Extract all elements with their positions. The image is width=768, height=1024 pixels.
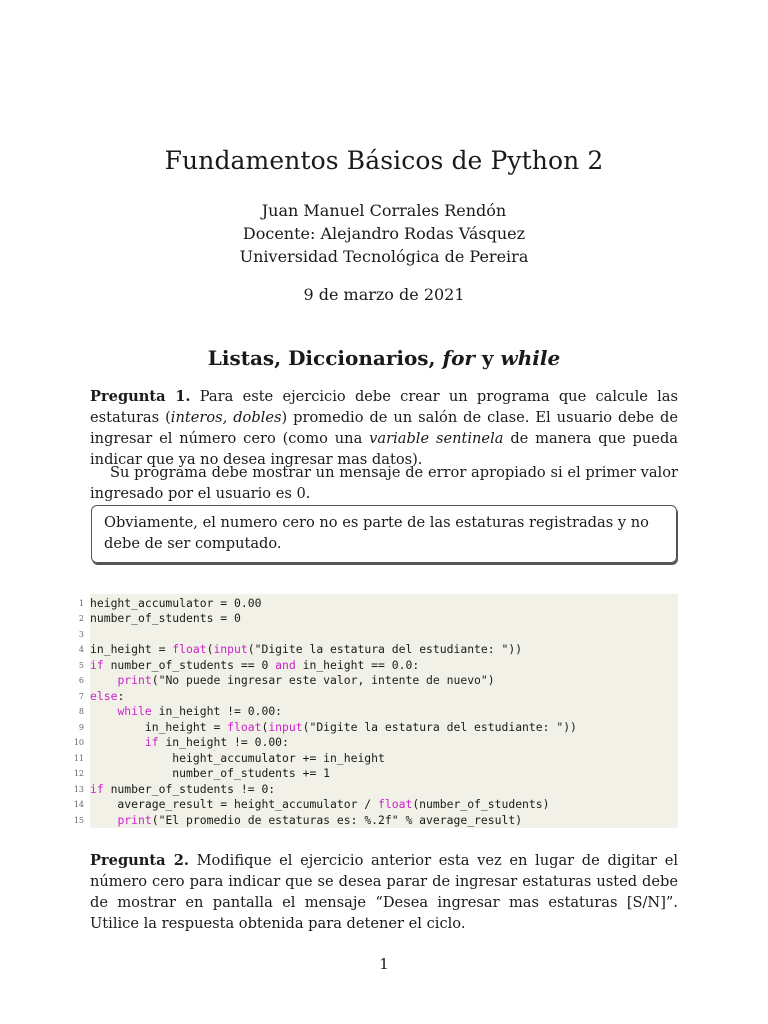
university-name: Universidad Tecnológica de Pereira — [239, 247, 529, 266]
code-text: number_of_students = 0 — [90, 611, 241, 625]
q1-italic-types: interos, dobles — [170, 409, 282, 426]
code-line-2 — [78, 611, 678, 627]
code-line-14 — [73, 797, 678, 813]
code-text — [90, 673, 117, 687]
code-text: ("Digite la estatura del estudiante: ")) — [302, 719, 577, 734]
code-keyword: float — [378, 797, 413, 811]
q1-text-b: ) promedio de un salón de clase. El usuario debe de ingresar el número cero (como una — [90, 409, 678, 447]
code-text: in_height = — [90, 719, 228, 734]
code-keyword: else — [90, 688, 118, 703]
section-title-mid: y — [474, 346, 501, 370]
line-number: 6 — [78, 676, 84, 685]
code-line-12 — [73, 766, 678, 782]
line-number: 3 — [78, 629, 84, 639]
q1-text-c: de manera que pueda indicar que ya no desea ingresar mas datos). — [90, 430, 678, 468]
code-line-9 — [78, 719, 678, 736]
code-text: ("El promedio de estaturas es: %.2f" % average_result) — [151, 812, 523, 827]
code-line-4 — [78, 642, 678, 658]
line-number: 12 — [73, 769, 84, 778]
code-text: in_height = — [90, 642, 173, 656]
code-text: ( — [261, 719, 269, 734]
line-number: 15 — [73, 815, 84, 825]
code-line-7 — [78, 688, 678, 705]
line-number: 9 — [78, 722, 84, 732]
line-number: 4 — [78, 645, 84, 654]
code-text: in_height != 0.00: — [151, 704, 283, 718]
author-name: Juan Manuel Corrales Rendón — [261, 201, 507, 220]
code-keyword: if — [144, 735, 159, 749]
question-1-paragraph — [90, 386, 678, 470]
section-title-while: while — [500, 346, 561, 370]
question-1-label: Pregunta 1. — [90, 388, 191, 405]
code-keyword: input — [268, 719, 303, 734]
question-1-error-paragraph: Su programa debe mostrar un mensaje de error apropiado si el primer valor ingresado por el usuario es 0. — [90, 464, 678, 502]
document-title: Fundamentos Básicos de Python 2 — [164, 146, 604, 175]
code-text — [90, 813, 117, 827]
code-text: : — [117, 688, 125, 703]
code-line-11 — [73, 750, 678, 767]
code-text — [90, 704, 117, 718]
code-line-3 — [78, 627, 678, 643]
code-line-13 — [73, 781, 678, 798]
code-text: ("Digite la estatura del estudiante: ")) — [247, 642, 523, 656]
code-line-15 — [73, 812, 678, 829]
question-2-label: Pregunta 2. — [90, 852, 189, 869]
line-number: 8 — [78, 707, 84, 716]
note-box-text: Obviamente, el numero cero no es parte de las estaturas registradas y no debe de ser computado. — [104, 514, 649, 552]
section-title-part1: Listas, Diccionarios, — [207, 346, 443, 370]
q1-text-a: Para este ejercicio debe crear un programa que calcule las estaturas ( — [90, 388, 678, 426]
document-date: 9 de marzo de 2021 — [303, 285, 465, 304]
line-number: 14 — [73, 800, 84, 809]
code-keyword: float — [172, 642, 207, 656]
code-keyword: print — [117, 812, 152, 827]
line-number: 13 — [73, 784, 84, 794]
line-number: 7 — [78, 691, 84, 701]
code-keyword: print — [117, 673, 152, 687]
code-text: height_accumulator = 0.00 — [90, 595, 262, 610]
code-text: number_of_students == 0 — [103, 657, 276, 672]
line-number: 5 — [78, 660, 84, 670]
code-line-8 — [78, 704, 678, 720]
code-keyword: float — [227, 719, 262, 734]
code-text: number_of_students != 0: — [103, 781, 276, 796]
code-keyword: if — [90, 781, 104, 796]
page-number: 1 — [379, 955, 389, 973]
code-keyword: and — [275, 657, 296, 672]
code-keyword: input — [213, 642, 248, 656]
code-keyword: if — [90, 657, 104, 672]
code-text: in_height == 0.0: — [295, 657, 420, 672]
line-number: 10 — [73, 738, 84, 747]
section-title — [0, 346, 768, 370]
code-line-5 — [78, 657, 678, 674]
code-listing — [73, 594, 678, 828]
code-line-10 — [73, 735, 678, 751]
line-number: 2 — [78, 614, 84, 623]
line-number: 11 — [73, 753, 84, 763]
line-number: 1 — [78, 598, 84, 608]
code-text: (number_of_students) — [412, 797, 550, 811]
question-2-paragraph — [90, 850, 678, 934]
section-title-for: for — [442, 346, 475, 370]
code-text: ("No puede ingresar este valor, intente de nuevo") — [151, 673, 495, 687]
code-text: average_result = height_accumulator / — [90, 797, 379, 811]
code-text: number_of_students += 1 — [90, 766, 331, 780]
code-line-6 — [78, 673, 678, 689]
q1-italic-sentinel: variable sentinela — [369, 430, 504, 447]
code-text: height_accumulator += in_height — [90, 750, 385, 765]
code-keyword: while — [117, 704, 152, 718]
code-text: in_height != 0.00: — [158, 735, 289, 749]
code-text — [90, 735, 145, 749]
code-line-1 — [78, 595, 678, 612]
code-text: ( — [206, 642, 214, 656]
instructor-name: Docente: Alejandro Rodas Vásquez — [242, 224, 526, 243]
q2-text: Modifique el ejercicio anterior esta vez en lugar de digitar el número cero para indicar que se desea parar de ingresar estaturas usted debe de mostrar en pantalla el mensaje “Desea ingresar mas estaturas [S/N]”. Utilice la respuesta obtenida para detener el ciclo. — [90, 852, 679, 932]
note-box — [91, 505, 677, 563]
